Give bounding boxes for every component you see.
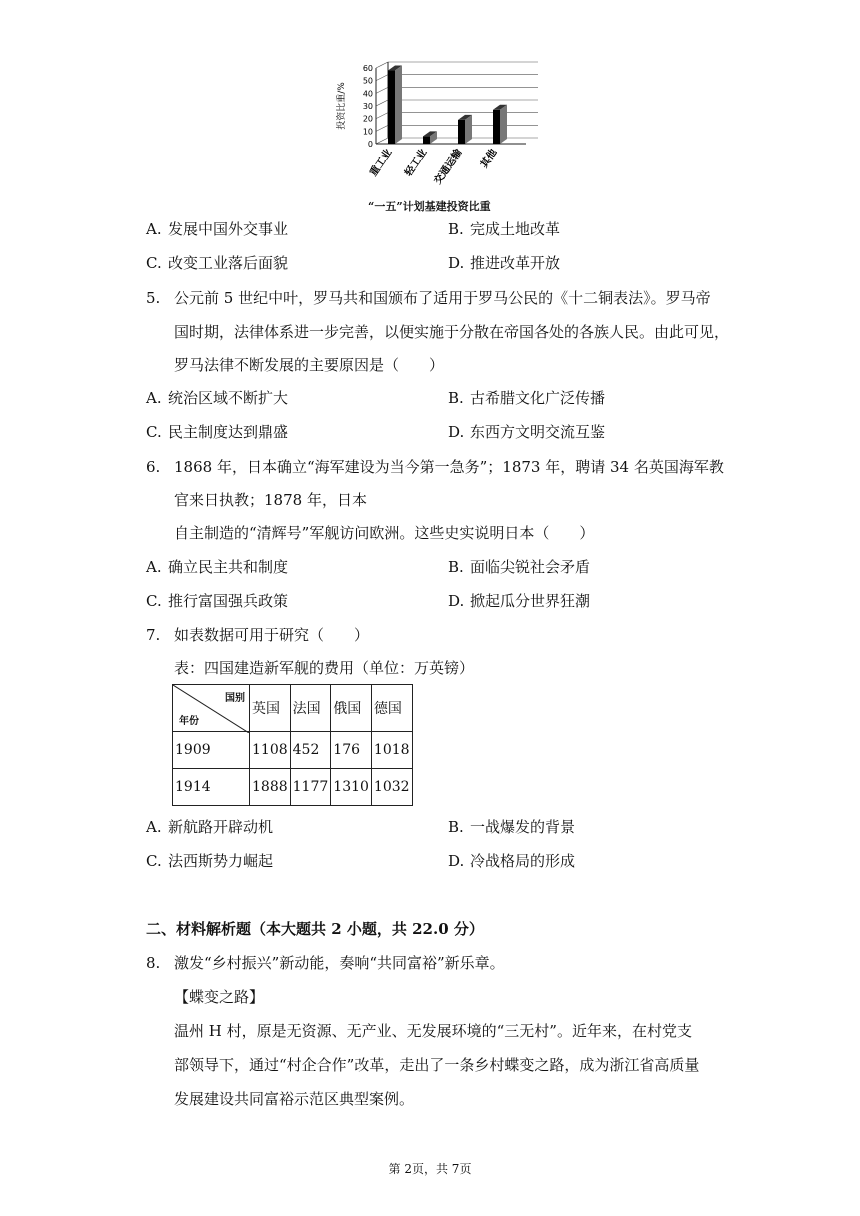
- table-header-cell: 英国: [250, 685, 291, 732]
- category-label: 其他: [478, 147, 500, 171]
- q6-option-d[interactable]: D. 掀起瓜分世界狂潮: [448, 592, 591, 610]
- q5-stem-line3: 罗马法律不断发展的主要原因是（ ）: [174, 356, 445, 374]
- gridline-side: [376, 87, 388, 93]
- q7-data-table: [172, 684, 413, 806]
- y-tick-label: 50: [362, 76, 373, 86]
- q6-option-c[interactable]: C. 推行富国强兵政策: [146, 592, 289, 610]
- y-tick-label: 30: [362, 102, 373, 111]
- gridline-side: [376, 62, 388, 68]
- table-cell: 1032: [371, 769, 412, 806]
- table-header-cell: 俄国: [331, 685, 372, 732]
- q7-option-a[interactable]: A. 新航路开辟动机: [146, 818, 274, 836]
- chart-title: “一五”计划基建投资比重: [368, 200, 491, 213]
- q6-options-row1: [146, 556, 706, 578]
- q5-option-d[interactable]: D. 东西方文明交流互鉴: [448, 423, 606, 441]
- table-cell: 1310: [331, 769, 372, 806]
- q5-option-c[interactable]: C. 民主制度达到鼎盛: [146, 423, 289, 441]
- table-row: [173, 769, 413, 806]
- q7-stem-line1: 7. 如表数据可用于研究（ ）: [146, 626, 370, 644]
- page-footer: 第 2页，共 7页: [388, 1162, 472, 1176]
- gridline-side: [376, 113, 388, 119]
- q6-stem-line1: 6. 1868 年，日本确立“海军建设为当今第一急务”；1873 年，聘请 34 名英国海军教: [146, 458, 724, 476]
- corner-top-label: 国别: [225, 693, 245, 704]
- q5-option-b[interactable]: B. 古希腊文化广泛传播: [448, 389, 606, 407]
- y-tick-label: 10: [362, 127, 373, 137]
- bar: [388, 71, 395, 144]
- y-tick-label: 20: [362, 114, 373, 124]
- q7-options-row1: [146, 816, 706, 838]
- q4-options-row2: [146, 252, 706, 274]
- bar-side: [465, 115, 472, 144]
- category-label: 交通运输: [432, 147, 465, 187]
- q4-option-c[interactable]: C. 改变工业落后面貌: [146, 254, 289, 272]
- gridline-side: [376, 75, 388, 81]
- gridline-side: [376, 138, 388, 144]
- corner-bottom-label: 年份: [179, 716, 199, 727]
- q4-option-b[interactable]: B. 完成土地改革: [448, 220, 561, 238]
- q6-option-b[interactable]: B. 面临尖锐社会矛盾: [448, 558, 591, 576]
- bar-side: [395, 66, 402, 144]
- q4-option-d[interactable]: D. 推进改革开放: [448, 254, 561, 272]
- y-tick-label: 60: [362, 64, 373, 73]
- category-label: 轻工业: [403, 147, 430, 179]
- table-cell: 1909: [173, 732, 250, 769]
- table-cell: 1108: [250, 732, 291, 769]
- table-cell: 1914: [173, 769, 250, 806]
- q4-options-row1: [146, 218, 706, 240]
- table-row: [173, 732, 413, 769]
- y-tick-label: 0: [367, 140, 373, 149]
- q5-options-row1: [146, 387, 706, 409]
- q6-stem-line3: 自主制造的“清辉号”军舰访问欧洲。这些史实说明日本（ ）: [174, 524, 595, 542]
- table-cell: 1888: [250, 769, 291, 806]
- q5-option-a[interactable]: A. 统治区域不断扩大: [146, 389, 289, 407]
- table-header-cell: 德国: [371, 685, 412, 732]
- q8-subtitle: 【蝶变之路】: [174, 988, 265, 1006]
- q8-paragraph-line1: 温州 H 村，原是无资源、无产业、无发展环境的“三无村”。近年来，在村党支: [174, 1022, 692, 1040]
- q8-paragraph-line2: 部领导下，通过“村企合作”改革，走出了一条乡村蝶变之路，成为浙江省高质量: [174, 1056, 700, 1074]
- table-corner-cell: [173, 685, 250, 732]
- gridline-side: [376, 100, 388, 106]
- q5-stem-line2: 国时期，法律体系进一步完善，以便实施于分散在帝国各处的各族人民。由此可见，: [174, 323, 730, 341]
- table-cell: 1177: [290, 769, 331, 806]
- bar-side: [500, 105, 507, 144]
- category-label: 重工业: [368, 147, 395, 179]
- section-title: 二、材料解析题（本大题共 2 小题，共 22.0 分）: [146, 920, 484, 938]
- bar: [493, 110, 500, 144]
- q7-options-row2: [146, 850, 706, 872]
- table-header-cell: 法国: [290, 685, 331, 732]
- q7-option-d[interactable]: D. 冷战格局的形成: [448, 852, 576, 870]
- gridline-side: [376, 125, 388, 131]
- table-cell: 1018: [371, 732, 412, 769]
- q8-stem-line1: 8. 激发“乡村振兴”新动能，奏响“共同富裕”新乐章。: [146, 954, 505, 972]
- chart-svg: [330, 58, 550, 218]
- y-axis-label: 投资比重/%: [337, 82, 347, 130]
- q5-options-row2: [146, 421, 706, 443]
- table-cell: 176: [331, 732, 372, 769]
- q5-stem-line1: 5. 公元前 5 世纪中叶，罗马共和国颁布了适用于罗马公民的《十二铜表法》。罗马帝: [146, 289, 711, 307]
- bar: [423, 136, 430, 144]
- table-header-row: [173, 685, 413, 732]
- q4-option-a[interactable]: A. 发展中国外交事业: [146, 220, 289, 238]
- investment-chart: [330, 58, 550, 218]
- q6-option-a[interactable]: A. 确立民主共和制度: [146, 558, 289, 576]
- q7-option-b[interactable]: B. 一战爆发的背景: [448, 818, 576, 836]
- q6-options-row2: [146, 590, 706, 612]
- table-cell: 452: [290, 732, 331, 769]
- q7-table-caption: 表：四国建造新军舰的费用（单位：万英镑）: [174, 659, 475, 677]
- bar: [458, 120, 465, 144]
- q8-paragraph-line3: 发展建设共同富裕示范区典型案例。: [174, 1090, 415, 1108]
- y-tick-label: 40: [362, 89, 373, 99]
- q7-option-c[interactable]: C. 法西斯势力崛起: [146, 852, 274, 870]
- q6-stem-line2: 官来日执教；1878 年，日本: [174, 491, 367, 509]
